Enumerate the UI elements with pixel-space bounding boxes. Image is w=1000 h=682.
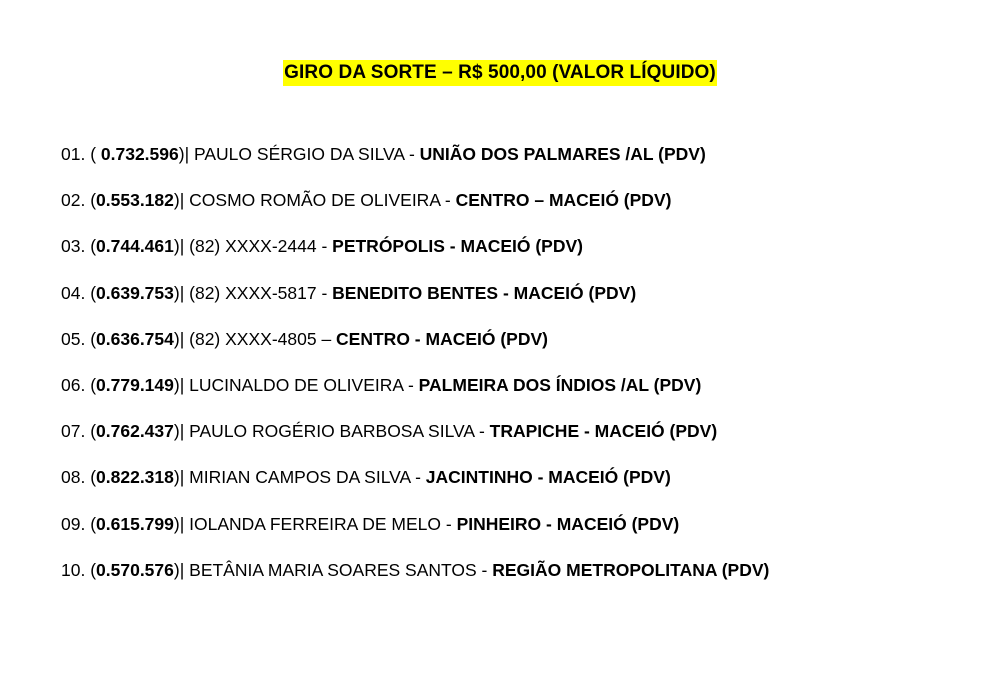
winner-location: PETRÓPOLIS - MACEIÓ (PDV) bbox=[332, 236, 583, 257]
list-item bbox=[61, 417, 991, 445]
winner-name: BETÂNIA MARIA SOARES SANTOS bbox=[189, 559, 477, 580]
item-prefix: 04. ( bbox=[61, 282, 97, 303]
item-separator: )| bbox=[173, 421, 190, 442]
ticket-code: 0.779.149 bbox=[96, 374, 174, 395]
item-prefix: 07. ( bbox=[61, 421, 97, 442]
item-separator: )| bbox=[173, 282, 190, 303]
item-separator: )| bbox=[173, 328, 190, 349]
item-separator: )| bbox=[173, 513, 190, 534]
winner-name: (82) XXXX-2444 bbox=[189, 236, 317, 257]
list-item bbox=[61, 325, 991, 353]
ticket-code: 0.570.576 bbox=[96, 559, 174, 580]
winner-location: JACINTINHO - MACEIÓ (PDV) bbox=[425, 467, 671, 488]
item-prefix: 09. ( bbox=[61, 513, 97, 534]
ticket-code: 0.553.182 bbox=[96, 190, 174, 211]
winner-location: BENEDITO BENTES - MACEIÓ (PDV) bbox=[332, 282, 637, 303]
ticket-code: 0.639.753 bbox=[96, 282, 174, 303]
item-separator: )| bbox=[173, 559, 190, 580]
item-prefix: 05. ( bbox=[61, 328, 97, 349]
item-separator: )| bbox=[178, 144, 194, 164]
winner-location: PALMEIRA DOS ÍNDIOS /AL (PDV) bbox=[418, 374, 702, 395]
winner-name: LUCINALDO DE OLIVEIRA bbox=[189, 374, 404, 395]
list-item bbox=[61, 556, 991, 584]
list-item bbox=[61, 140, 991, 168]
item-separator: )| bbox=[173, 236, 190, 257]
item-dash: – bbox=[316, 328, 337, 349]
item-separator: )| bbox=[173, 190, 190, 211]
item-dash: - bbox=[316, 236, 333, 257]
list-item bbox=[61, 186, 991, 214]
winner-name: COSMO ROMÃO DE OLIVEIRA bbox=[189, 190, 441, 211]
ticket-code: 0.615.799 bbox=[96, 513, 174, 534]
list-item bbox=[61, 463, 991, 491]
winners-list bbox=[61, 140, 991, 602]
winner-location: TRAPICHE - MACEIÓ (PDV) bbox=[489, 421, 718, 442]
winner-location: PINHEIRO - MACEIÓ (PDV) bbox=[456, 513, 680, 534]
item-prefix: 08. ( bbox=[61, 467, 97, 488]
item-prefix: 06. ( bbox=[61, 374, 97, 395]
winner-location: REGIÃO METROPOLITANA (PDV) bbox=[492, 559, 770, 580]
winner-location: UNIÃO DOS PALMARES /AL (PDV) bbox=[419, 144, 706, 164]
list-item bbox=[61, 371, 991, 399]
item-separator: )| bbox=[173, 374, 190, 395]
winner-location: CENTRO – MACEIÓ (PDV) bbox=[455, 190, 672, 211]
winner-name: MIRIAN CAMPOS DA SILVA bbox=[189, 467, 411, 488]
list-item bbox=[61, 510, 991, 538]
item-dash: - bbox=[316, 282, 333, 303]
ticket-code: 0.762.437 bbox=[96, 421, 174, 442]
item-prefix: 03. ( bbox=[61, 236, 97, 257]
winner-name: IOLANDA FERREIRA DE MELO bbox=[189, 513, 442, 534]
winner-name: PAULO ROGÉRIO BARBOSA SILVA bbox=[189, 421, 475, 442]
item-dash: - bbox=[404, 144, 420, 164]
item-separator: )| bbox=[173, 467, 190, 488]
item-prefix: 02. ( bbox=[61, 190, 97, 211]
ticket-code: 0.822.318 bbox=[96, 467, 174, 488]
item-dash: - bbox=[441, 513, 457, 534]
document-title: GIRO DA SORTE – R$ 500,00 (VALOR LÍQUIDO) bbox=[283, 60, 717, 86]
winner-name: (82) XXXX-4805 bbox=[189, 328, 317, 349]
item-dash: - bbox=[440, 190, 456, 211]
item-prefix: 10. ( bbox=[61, 559, 97, 580]
ticket-code: 0.744.461 bbox=[96, 236, 174, 257]
winner-name: PAULO SÉRGIO DA SILVA bbox=[194, 144, 405, 164]
list-item bbox=[61, 232, 991, 260]
winner-name: (82) XXXX-5817 bbox=[189, 282, 317, 303]
winner-location: CENTRO - MACEIÓ (PDV) bbox=[336, 328, 548, 349]
ticket-code: 0.732.596 bbox=[100, 144, 179, 164]
title-container bbox=[0, 60, 1000, 86]
ticket-code: 0.636.754 bbox=[96, 328, 174, 349]
item-dash: - bbox=[476, 559, 493, 580]
item-dash: - bbox=[410, 467, 426, 488]
list-item bbox=[61, 279, 991, 307]
item-dash: - bbox=[403, 374, 419, 395]
item-prefix: 01. ( bbox=[61, 144, 101, 164]
item-dash: - bbox=[474, 421, 490, 442]
